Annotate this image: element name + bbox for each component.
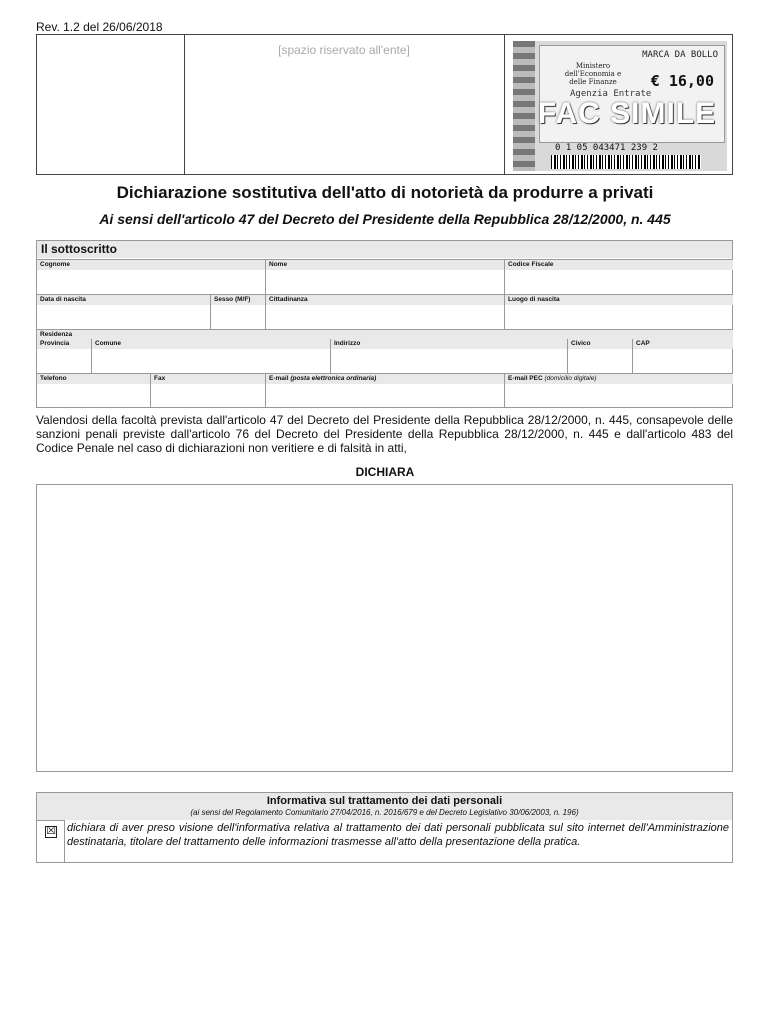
luogo-nascita-label: Luogo di nascita (505, 295, 733, 305)
comune-field[interactable] (92, 349, 330, 373)
telefono-field[interactable] (37, 384, 150, 408)
reserved-space-label: [spazio riservato all'ente] (278, 43, 410, 57)
sesso-field[interactable] (211, 305, 265, 329)
luogo-nascita-field[interactable] (505, 305, 733, 329)
cap-field[interactable] (633, 349, 733, 373)
header-box (36, 34, 733, 175)
pec-label-cell (505, 374, 733, 384)
divider (37, 259, 733, 260)
declaration-text-area[interactable] (36, 484, 733, 772)
email-field[interactable] (266, 384, 504, 408)
provincia-field[interactable] (37, 349, 91, 373)
cognome-label: Cognome (37, 260, 265, 270)
divider (504, 259, 505, 329)
dichiara-heading: DICHIARA (355, 465, 415, 479)
privacy-title: Informativa sul trattamento dei dati personali (266, 795, 503, 807)
comune-label: Comune (92, 339, 330, 349)
residenza-label: Residenza (37, 330, 733, 340)
nome-label: Nome (266, 260, 504, 270)
reserved-space-cell (184, 35, 505, 174)
privacy-checkbox[interactable]: ☒ (46, 825, 56, 837)
stamp-watermark: FAC SIMILE (537, 97, 717, 130)
declaration-paragraph: Valendosi della facoltà prevista dall'articolo 47 del Decreto del Presidente della Repubblica 28/12/2000, n. 445, consapevole delle sanzioni penali previste dall'articolo 76 del Decreto del Presidente della Repubblica 28/12/2000, n. 445 e dall'articolo 483 del Codice Penale nel caso di dichiarazioni non veritiere e di falsità in atti, (36, 413, 733, 455)
cittadinanza-field[interactable] (266, 305, 504, 329)
privacy-section (36, 792, 733, 863)
civico-field[interactable] (568, 349, 632, 373)
stamp-code: 0 1 05 043471 239 2 (555, 143, 658, 153)
provincia-label: Provincia (37, 339, 91, 349)
blank-cell (37, 35, 185, 174)
privacy-text: dichiara di aver preso visione dell'informativa relativa al trattamento dei dati personali pubblicata sul sito internet dell'Amministrazione destinataria, titolare del trattamento delle informazioni trasmesse all'atto della presentazione della pratica. (67, 822, 729, 848)
divider (504, 373, 505, 408)
divider (91, 339, 92, 373)
pec-label: E-mail PEC (508, 375, 543, 382)
cittadinanza-label: Cittadinanza (266, 295, 504, 305)
barcode-icon (551, 155, 701, 169)
privacy-subtitle: (ai sensi del Regolamento Comunitario 27/04/2016, n. 2016/679 e del Decreto Legislativo 30/06/2003, n. 196) (190, 808, 579, 817)
document-title: Dichiarazione sostitutiva dell'atto di notorietà da produrre a privati (116, 183, 654, 202)
email-label-cell (266, 374, 504, 384)
stamp-agency: Agenzia Entrate (570, 89, 652, 99)
privacy-checkbox-cell (37, 820, 65, 863)
codice-fiscale-label: Codice Fiscale (505, 260, 733, 270)
stamp-header: MARCA DA BOLLO (642, 50, 718, 60)
data-nascita-field[interactable] (37, 305, 210, 329)
indirizzo-field[interactable] (331, 349, 567, 373)
pec-field[interactable] (505, 384, 733, 408)
document-subtitle: Ai sensi dell'articolo 47 del Decreto del Presidente della Repubblica 28/12/2000, n. 445 (99, 211, 671, 227)
pec-note: (domicilio digitale) (544, 375, 597, 382)
divider (265, 373, 266, 408)
cap-label: CAP (633, 339, 733, 349)
fax-label: Fax (151, 374, 265, 384)
civico-label: Civico (568, 339, 632, 349)
telefono-label: Telefono (37, 374, 150, 384)
nome-field[interactable] (266, 270, 504, 294)
email-label: E-mail (269, 375, 289, 382)
data-nascita-label: Data di nascita (37, 295, 210, 305)
personal-data-form (36, 240, 733, 408)
divider (37, 329, 733, 330)
divider (210, 294, 211, 329)
divider (37, 294, 733, 295)
section-title: Il sottoscritto (37, 241, 732, 258)
sesso-label: Sesso (M/F) (211, 295, 265, 305)
divider (37, 373, 733, 374)
revision-label: Rev. 1.2 del 26/06/2018 (36, 20, 163, 34)
stamp-value: € 16,00 (650, 72, 714, 90)
divider (150, 373, 151, 408)
privacy-header (37, 793, 732, 820)
revenue-stamp-image (513, 41, 727, 171)
divider (567, 339, 568, 373)
fax-field[interactable] (151, 384, 265, 408)
cognome-field[interactable] (37, 270, 265, 294)
indirizzo-label: Indirizzo (331, 339, 567, 349)
divider (265, 259, 266, 329)
codice-fiscale-field[interactable] (505, 270, 733, 294)
divider (330, 339, 331, 373)
email-note: (posta elettronica ordinaria) (290, 375, 377, 382)
divider (632, 339, 633, 373)
stamp-ministry: Ministero dell'Economia e delle Finanze (564, 62, 622, 86)
